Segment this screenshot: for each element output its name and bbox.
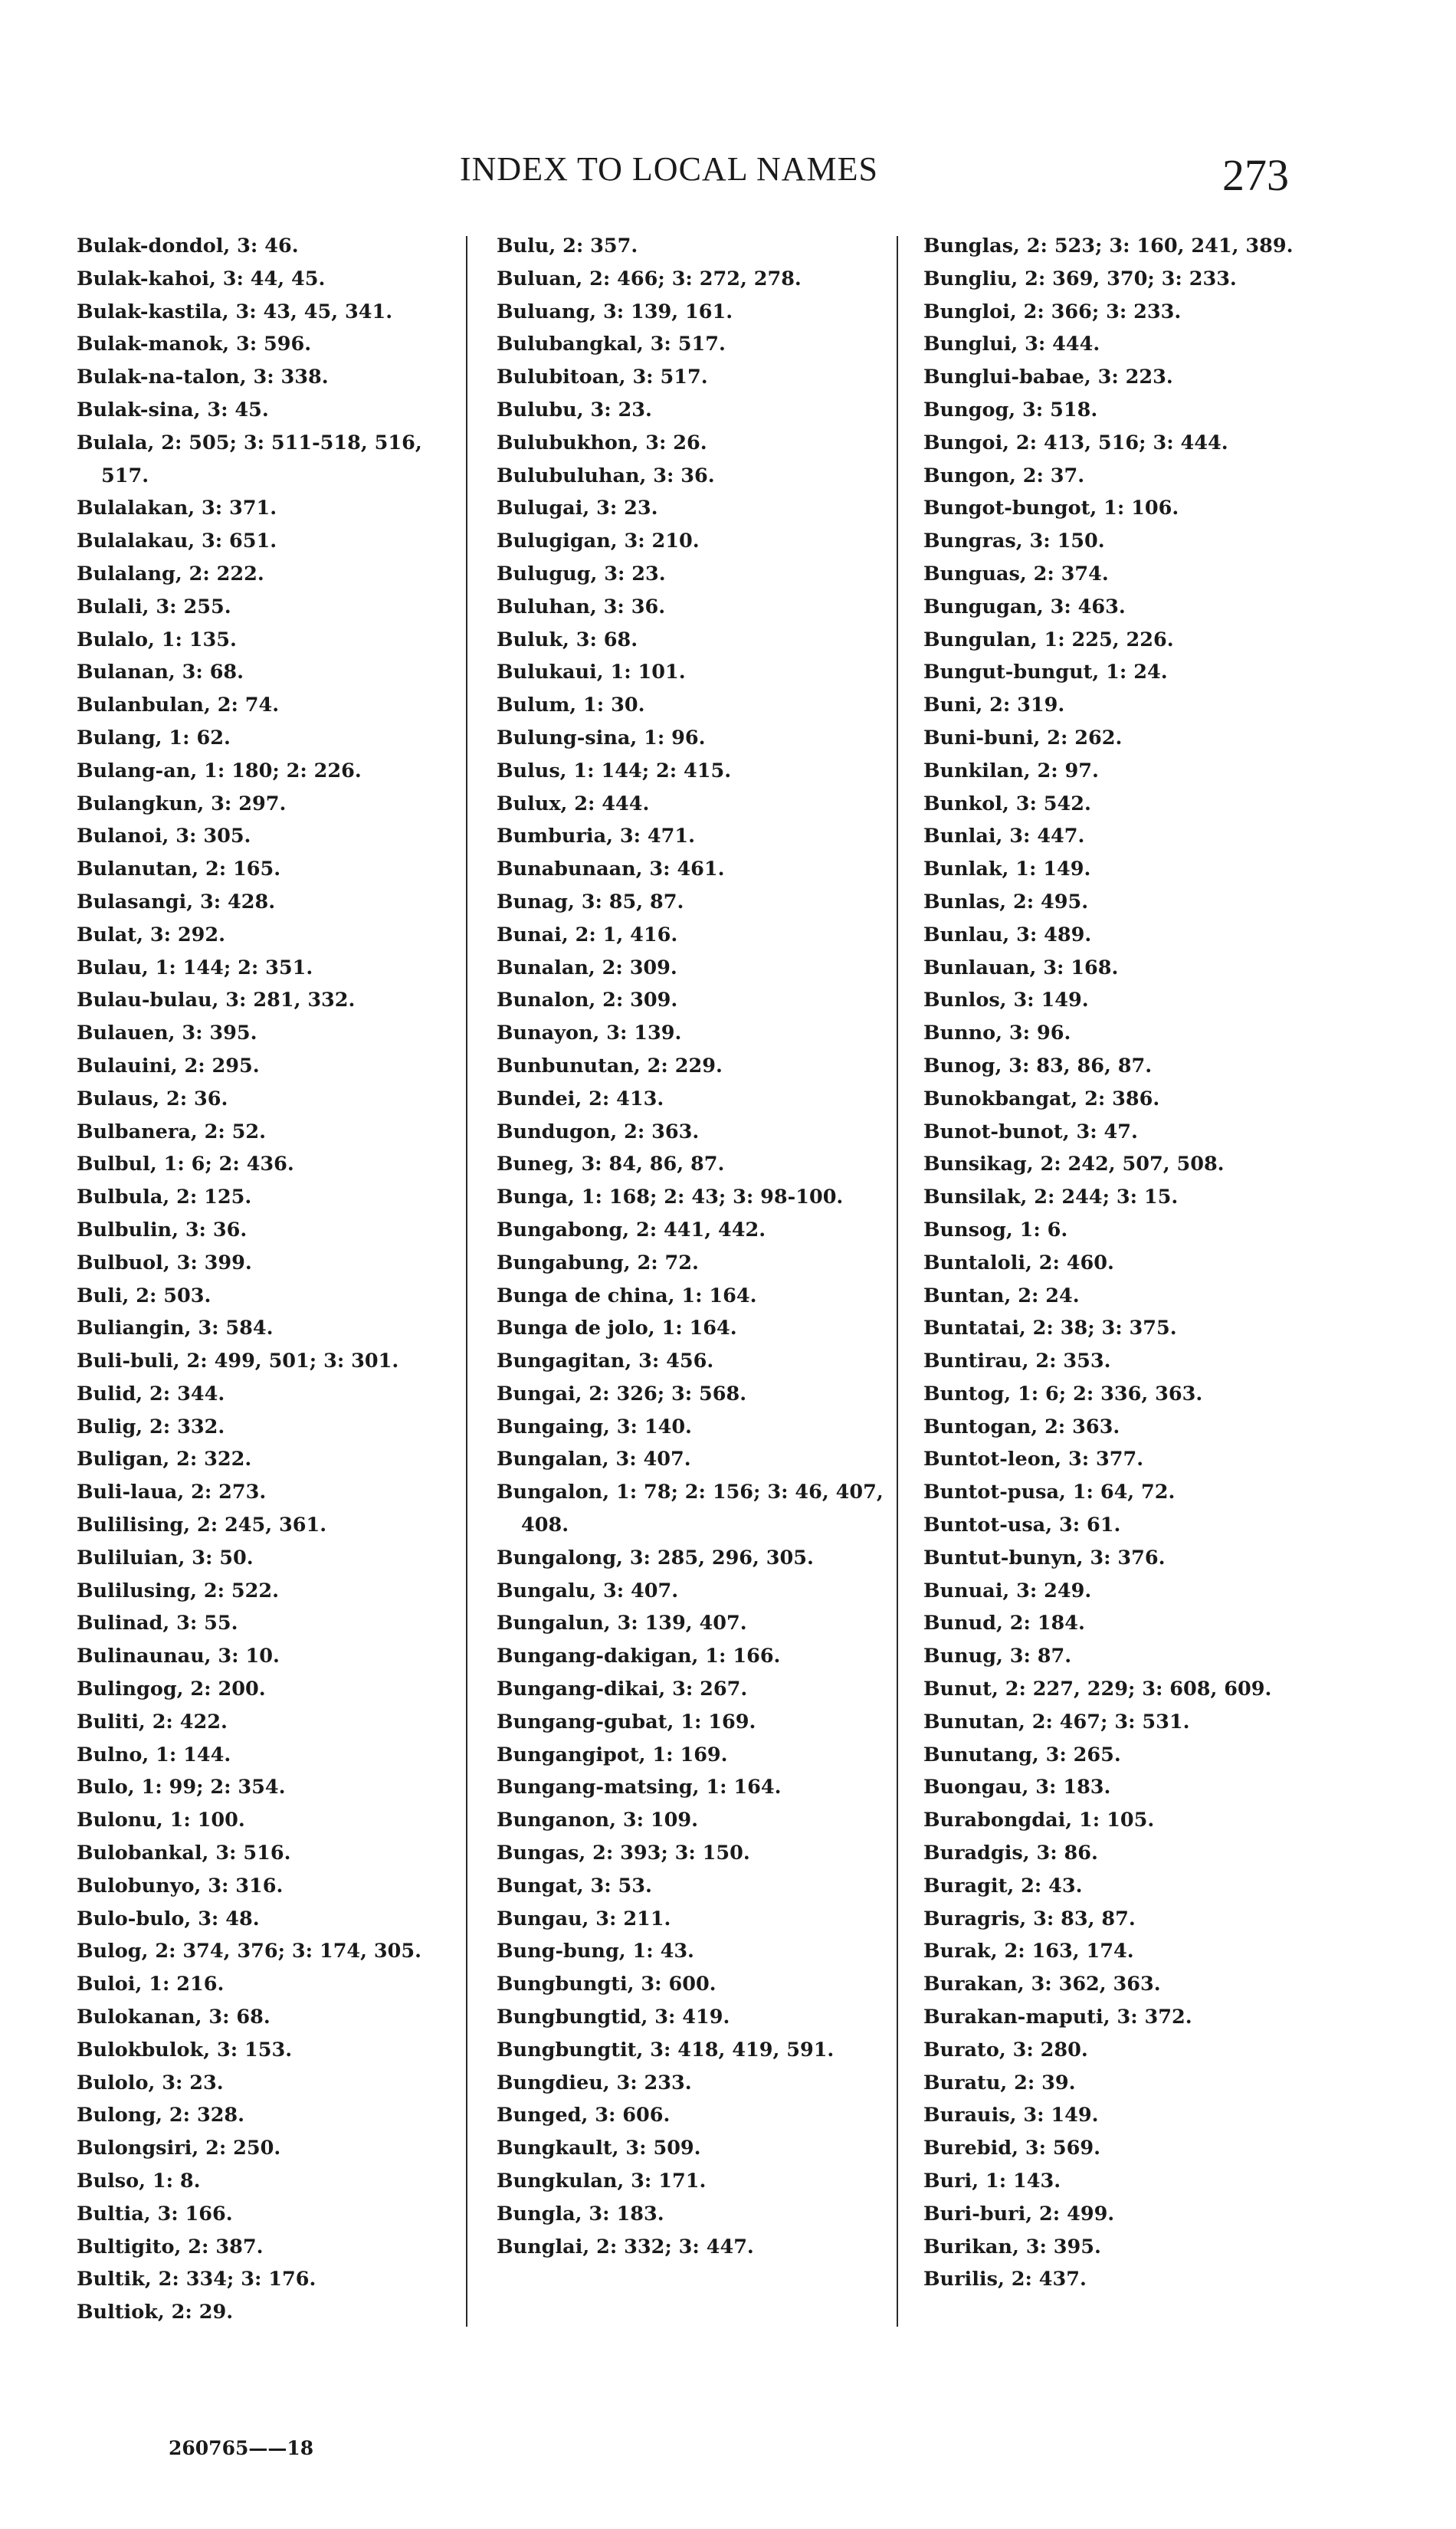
index-entry: Bunlau, 3: 489. bbox=[923, 923, 1092, 946]
index-entry: Burakan, 3: 362, 363. bbox=[923, 1973, 1161, 1996]
index-entry: Bunsog, 1: 6. bbox=[923, 1218, 1068, 1242]
index-entry: Bunglai, 2: 332; 3: 447. bbox=[497, 2235, 754, 2258]
index-entry: Buradgis, 3: 86. bbox=[923, 1842, 1098, 1865]
index-entry: Bunutang, 3: 265. bbox=[923, 1743, 1121, 1766]
column-divider bbox=[466, 236, 467, 2327]
index-entry: Burikan, 3: 395. bbox=[923, 2235, 1101, 2258]
index-entry: Bulbula, 2: 125. bbox=[77, 1186, 252, 1209]
index-entry: Bungog, 3: 518. bbox=[923, 398, 1098, 422]
index-entry: Bungloi, 2: 366; 3: 233. bbox=[923, 300, 1182, 323]
index-entry: Bulak-kahoi, 3: 44, 45. bbox=[77, 267, 326, 290]
index-entry: Bulugigan, 3: 210. bbox=[497, 530, 700, 553]
index-entry: Bulanbulan, 2: 74. bbox=[77, 694, 280, 717]
index-entry: Bunayon, 3: 139. bbox=[497, 1022, 682, 1045]
index-entry: Bulo-bulo, 3: 48. bbox=[77, 1907, 260, 1930]
index-entry: Bunlas, 2: 495. bbox=[923, 890, 1089, 914]
index-entry: Buragris, 3: 83, 87. bbox=[923, 1907, 1136, 1930]
index-entry: Buntog, 1: 6; 2: 336, 363. bbox=[923, 1382, 1203, 1406]
index-entry: Bungai, 2: 326; 3: 568. bbox=[497, 1382, 747, 1406]
index-column-3 bbox=[923, 230, 1322, 2296]
index-entry: Bunglui, 3: 444. bbox=[923, 333, 1100, 356]
index-entry: Bulalo, 1: 135. bbox=[77, 628, 237, 651]
index-entry: Bultia, 3: 166. bbox=[77, 2202, 233, 2226]
index-entry: Buloi, 1: 216. bbox=[77, 1973, 225, 1996]
index-entry: Bunud, 2: 184. bbox=[923, 1612, 1085, 1635]
index-entry: Buntogan, 2: 363. bbox=[923, 1415, 1120, 1438]
index-entry: Bulubukhon, 3: 26. bbox=[497, 431, 707, 454]
index-entry: Bungon, 2: 37. bbox=[923, 464, 1085, 487]
index-entry: Bulung-sina, 1: 96. bbox=[497, 726, 706, 750]
index-entry: Bulobunyo, 3: 316. bbox=[77, 1874, 284, 1898]
index-entry: Bulau-bulau, 3: 281, 332. bbox=[77, 989, 356, 1012]
index-entry: Buntatai, 2: 38; 3: 375. bbox=[923, 1317, 1177, 1340]
index-entry: Bulbuol, 3: 399. bbox=[77, 1251, 252, 1274]
index-entry: Bultigito, 2: 387. bbox=[77, 2235, 264, 2258]
index-entry: Bulig, 2: 332. bbox=[77, 1415, 225, 1438]
index-entry: Bulukaui, 1: 101. bbox=[497, 661, 686, 684]
index-entry: Bungkulan, 3: 171. bbox=[497, 2170, 707, 2193]
index-entry: Bulubu, 3: 23. bbox=[497, 398, 652, 422]
index-entry: Bungalon, 1: 78; 2: 156; 3: 46, 407, 408. bbox=[497, 1481, 884, 1537]
index-entry: Buliti, 2: 422. bbox=[77, 1710, 228, 1734]
index-column-2 bbox=[497, 230, 887, 2263]
index-entry: Bungbungtit, 3: 418, 419, 591. bbox=[497, 2038, 835, 2062]
index-entry: Bulokanan, 3: 68. bbox=[77, 2006, 271, 2029]
index-entry: Bulobankal, 3: 516. bbox=[77, 1842, 291, 1865]
index-entry: Bungdieu, 3: 233. bbox=[497, 2071, 692, 2094]
index-entry: Bulubangkal, 3: 517. bbox=[497, 333, 726, 356]
index-entry: Buntot-pusa, 1: 64, 72. bbox=[923, 1481, 1176, 1504]
index-entry: Bungalan, 3: 407. bbox=[497, 1448, 691, 1471]
index-entry: Burato, 3: 280. bbox=[923, 2038, 1088, 2062]
index-entry: Bulid, 2: 344. bbox=[77, 1382, 225, 1406]
index-entry: Bulugug, 3: 23. bbox=[497, 562, 666, 586]
index-entry: Burakan-maputi, 3: 372. bbox=[923, 2006, 1192, 2029]
index-entry: Buntan, 2: 24. bbox=[923, 1284, 1080, 1307]
index-entry: Buluhan, 3: 36. bbox=[497, 595, 666, 618]
index-entry: Buni, 2: 319. bbox=[923, 694, 1065, 717]
index-entry: Bulauini, 2: 295. bbox=[77, 1054, 260, 1078]
index-entry: Bulak-kastila, 3: 43, 45, 341. bbox=[77, 300, 393, 323]
index-entry: Bungugan, 3: 463. bbox=[923, 595, 1126, 618]
index-entry: Buri, 1: 143. bbox=[923, 2170, 1061, 2193]
index-entry: Buongau, 3: 183. bbox=[923, 1776, 1111, 1799]
index-entry: Bunno, 3: 96. bbox=[923, 1022, 1071, 1045]
index-entry: Bunalan, 2: 309. bbox=[497, 956, 677, 979]
index-entry: Bungabung, 2: 72. bbox=[497, 1251, 699, 1274]
index-entry: Bulauen, 3: 395. bbox=[77, 1022, 257, 1045]
index-entry: Bulilising, 2: 245, 361. bbox=[77, 1514, 327, 1537]
index-entry: Buluan, 2: 466; 3: 272, 278. bbox=[497, 267, 802, 290]
index-entry: Burilis, 2: 437. bbox=[923, 2268, 1087, 2291]
index-entry: Bulubitoan, 3: 517. bbox=[497, 366, 708, 389]
page-number: 273 bbox=[1222, 150, 1289, 200]
index-entry: Buntirau, 2: 353. bbox=[923, 1350, 1111, 1373]
index-entry: Buragit, 2: 43. bbox=[923, 1874, 1083, 1898]
index-entry: Bulanan, 3: 68. bbox=[77, 661, 244, 684]
index-entry: Bungalu, 3: 407. bbox=[497, 1579, 679, 1602]
index-entry: Bulbanera, 2: 52. bbox=[77, 1120, 267, 1143]
index-entry: Bunuai, 3: 249. bbox=[923, 1579, 1092, 1602]
index-entry: Bunglas, 2: 523; 3: 160, 241, 389. bbox=[923, 235, 1294, 257]
index-entry: Bulala, 2: 505; 3: 511-518, 516, 517. bbox=[77, 431, 422, 487]
index-entry: Buntot-leon, 3: 377. bbox=[923, 1448, 1144, 1471]
index-entry: Bulanoi, 3: 305. bbox=[77, 825, 251, 848]
index-entry: Burauis, 3: 149. bbox=[923, 2104, 1099, 2127]
index-entry: Bungaing, 3: 140. bbox=[497, 1415, 692, 1438]
index-entry: Bunai, 2: 1, 416. bbox=[497, 923, 678, 946]
index-entry: Bunug, 3: 87. bbox=[923, 1645, 1072, 1668]
index-entry: Bunged, 3: 606. bbox=[497, 2104, 671, 2127]
index-entry: Bungulan, 1: 225, 226. bbox=[923, 628, 1174, 651]
index-entry: Buli-buli, 2: 499, 501; 3: 301. bbox=[77, 1350, 399, 1373]
index-entry: Bulus, 1: 144; 2: 415. bbox=[497, 759, 732, 782]
index-entry: Bulanutan, 2: 165. bbox=[77, 858, 281, 881]
index-entry: Burabongdai, 1: 105. bbox=[923, 1809, 1155, 1832]
index-entry: Buri-buri, 2: 499. bbox=[923, 2202, 1115, 2226]
index-entry: Buliluian, 3: 50. bbox=[77, 1546, 254, 1570]
index-entry: Bulno, 1: 144. bbox=[77, 1743, 231, 1766]
index-entry: Bunutan, 2: 467; 3: 531. bbox=[923, 1710, 1190, 1734]
index-entry: Buli, 2: 503. bbox=[77, 1284, 212, 1307]
index-entry: Bulog, 2: 374, 376; 3: 174, 305. bbox=[77, 1940, 422, 1963]
index-entry: Bunalon, 2: 309. bbox=[497, 989, 678, 1012]
index-entry: Bungot-bungot, 1: 106. bbox=[923, 497, 1179, 520]
index-entry: Buliangin, 3: 584. bbox=[77, 1317, 274, 1340]
index-entry: Bulilusing, 2: 522. bbox=[77, 1579, 280, 1602]
index-entry: Bulalakan, 3: 371. bbox=[77, 497, 277, 520]
index-entry: Bulang, 1: 62. bbox=[77, 726, 231, 750]
index-entry: Bungbungtid, 3: 419. bbox=[497, 2006, 730, 2029]
index-entry: Bulingog, 2: 200. bbox=[77, 1678, 266, 1701]
index-entry: Bungoi, 2: 413, 516; 3: 444. bbox=[923, 431, 1228, 454]
index-entry: Buluk, 3: 68. bbox=[497, 628, 638, 651]
index-entry: Burebid, 3: 569. bbox=[923, 2137, 1100, 2160]
index-entry: Bulongsiri, 2: 250. bbox=[77, 2137, 281, 2160]
index-column-1 bbox=[77, 230, 464, 2329]
index-entry: Bungkault, 3: 509. bbox=[497, 2137, 701, 2160]
index-entry: Bunog, 3: 83, 86, 87. bbox=[923, 1054, 1153, 1078]
index-entry: Bungliu, 2: 369, 370; 3: 233. bbox=[923, 267, 1237, 290]
index-entry: Bulak-na-talon, 3: 338. bbox=[77, 366, 329, 389]
index-entry: Buli-laua, 2: 273. bbox=[77, 1481, 267, 1504]
index-entry: Bulinad, 3: 55. bbox=[77, 1612, 238, 1635]
index-entry: Bungagitan, 3: 456. bbox=[497, 1350, 714, 1373]
index-entry: Buni-buni, 2: 262. bbox=[923, 726, 1123, 750]
index-entry: Bungau, 3: 211. bbox=[497, 1907, 671, 1930]
index-entry: Bungas, 2: 393; 3: 150. bbox=[497, 1842, 750, 1865]
index-entry: Bunag, 3: 85, 87. bbox=[497, 890, 684, 914]
index-entry: Bulalakau, 3: 651. bbox=[77, 530, 277, 553]
index-entry: Bulang-an, 1: 180; 2: 226. bbox=[77, 759, 362, 782]
index-entry: Bulolo, 3: 23. bbox=[77, 2071, 224, 2094]
index-entry: Bulalang, 2: 222. bbox=[77, 562, 264, 586]
index-entry: Bungang-gubat, 1: 169. bbox=[497, 1710, 756, 1734]
index-entry: Bunlauan, 3: 168. bbox=[923, 956, 1119, 979]
index-entry: Bulubuluhan, 3: 36. bbox=[497, 464, 715, 487]
index-entry: Buligan, 2: 322. bbox=[77, 1448, 252, 1471]
index-entry: Bulbul, 1: 6; 2: 436. bbox=[77, 1153, 294, 1176]
index-entry: Bulo, 1: 99; 2: 354. bbox=[77, 1776, 286, 1799]
index-entry: Bulbulin, 3: 36. bbox=[77, 1218, 248, 1242]
index-entry: Bundugon, 2: 363. bbox=[497, 1120, 700, 1143]
index-entry: Bunkilan, 2: 97. bbox=[923, 759, 1099, 782]
index-entry: Bultiok, 2: 29. bbox=[77, 2301, 234, 2324]
index-entry: Bungat, 3: 53. bbox=[497, 1874, 652, 1898]
index-entry: Bunga, 1: 168; 2: 43; 3: 98-100. bbox=[497, 1186, 844, 1209]
index-entry: Bungabong, 2: 441, 442. bbox=[497, 1218, 766, 1242]
index-entry: Bunguas, 2: 374. bbox=[923, 562, 1109, 586]
index-entry: Bungut-bungut, 1: 24. bbox=[923, 661, 1168, 684]
index-entry: Bungla, 3: 183. bbox=[497, 2202, 664, 2226]
index-entry: Bunga de jolo, 1: 164. bbox=[497, 1317, 737, 1340]
index-entry: Bulum, 1: 30. bbox=[497, 694, 645, 717]
index-entry: Bulau, 1: 144; 2: 351. bbox=[77, 956, 313, 979]
index-entry: Bungalong, 3: 285, 296, 305. bbox=[497, 1546, 814, 1570]
index-entry: Bulso, 1: 8. bbox=[77, 2170, 201, 2193]
index-entry: Bundei, 2: 413. bbox=[497, 1087, 664, 1110]
index-entry: Bunbunutan, 2: 229. bbox=[497, 1054, 723, 1078]
index-entry: Bulak-manok, 3: 596. bbox=[77, 333, 312, 356]
index-entry: Bunga de china, 1: 164. bbox=[497, 1284, 757, 1307]
index-entry: Buneg, 3: 84, 86, 87. bbox=[497, 1153, 725, 1176]
index-entry: Bungalun, 3: 139, 407. bbox=[497, 1612, 747, 1635]
index-entry: Bumburia, 3: 471. bbox=[497, 825, 695, 848]
index-entry: Bulinaunau, 3: 10. bbox=[77, 1645, 280, 1668]
index-entry: Buratu, 2: 39. bbox=[923, 2071, 1076, 2094]
printer-signature: 260765——18 bbox=[169, 2437, 314, 2459]
index-entry: Bunsikag, 2: 242, 507, 508. bbox=[923, 1153, 1225, 1176]
index-entry: Bulu, 2: 357. bbox=[497, 235, 638, 257]
index-entry: Bulat, 3: 292. bbox=[77, 923, 225, 946]
index-entry: Buntaloli, 2: 460. bbox=[923, 1251, 1114, 1274]
index-entry: Bungang-dakigan, 1: 166. bbox=[497, 1645, 781, 1668]
index-entry: Bunsilak, 2: 244; 3: 15. bbox=[923, 1186, 1179, 1209]
index-entry: Bunlak, 1: 149. bbox=[923, 858, 1091, 881]
index-entry: Bunabunaan, 3: 461. bbox=[497, 858, 725, 881]
index-entry: Buluang, 3: 139, 161. bbox=[497, 300, 733, 323]
index-entry: Bungras, 3: 150. bbox=[923, 530, 1105, 553]
index-entry: Bulak-dondol, 3: 46. bbox=[77, 235, 299, 257]
index-entry: Bunokbangat, 2: 386. bbox=[923, 1087, 1160, 1110]
index-entry: Bulokbulok, 3: 153. bbox=[77, 2038, 293, 2062]
index-entry: Bulonu, 1: 100. bbox=[77, 1809, 245, 1832]
index-entry: Bunut, 2: 227, 229; 3: 608, 609. bbox=[923, 1678, 1272, 1701]
index-entry: Bungang-dikai, 3: 267. bbox=[497, 1678, 748, 1701]
index-entry: Buntut-bunyn, 3: 376. bbox=[923, 1546, 1166, 1570]
index-entry: Bung-bung, 1: 43. bbox=[497, 1940, 694, 1963]
page-title: INDEX TO LOCAL NAMES bbox=[460, 150, 878, 188]
index-entry: Bungangipot, 1: 169. bbox=[497, 1743, 728, 1766]
index-entry: Bulugai, 3: 23. bbox=[497, 497, 658, 520]
index-entry: Bunot-bunot, 3: 47. bbox=[923, 1120, 1138, 1143]
index-entry: Bultik, 2: 334; 3: 176. bbox=[77, 2268, 316, 2291]
index-entry: Bulux, 2: 444. bbox=[497, 792, 650, 815]
index-entry: Bunlai, 3: 447. bbox=[923, 825, 1085, 848]
index-entry: Bunlos, 3: 149. bbox=[923, 989, 1089, 1012]
index-entry: Bunglui-babae, 3: 223. bbox=[923, 366, 1173, 389]
index-entry: Bulaus, 2: 36. bbox=[77, 1087, 228, 1110]
index-entry: Burak, 2: 163, 174. bbox=[923, 1940, 1134, 1963]
index-entry: Bungang-matsing, 1: 164. bbox=[497, 1776, 782, 1799]
index-entry: Bulangkun, 3: 297. bbox=[77, 792, 287, 815]
column-divider bbox=[897, 236, 898, 2327]
index-entry: Bulali, 3: 255. bbox=[77, 595, 231, 618]
index-entry: Bulasangi, 3: 428. bbox=[77, 890, 276, 914]
index-entry: Buntot-usa, 3: 61. bbox=[923, 1514, 1121, 1537]
index-entry: Bulak-sina, 3: 45. bbox=[77, 398, 269, 422]
index-entry: Bunkol, 3: 542. bbox=[923, 792, 1091, 815]
index-entry: Bunganon, 3: 109. bbox=[497, 1809, 698, 1832]
index-entry: Bungbungti, 3: 600. bbox=[497, 1973, 717, 1996]
index-entry: Bulong, 2: 328. bbox=[77, 2104, 245, 2127]
